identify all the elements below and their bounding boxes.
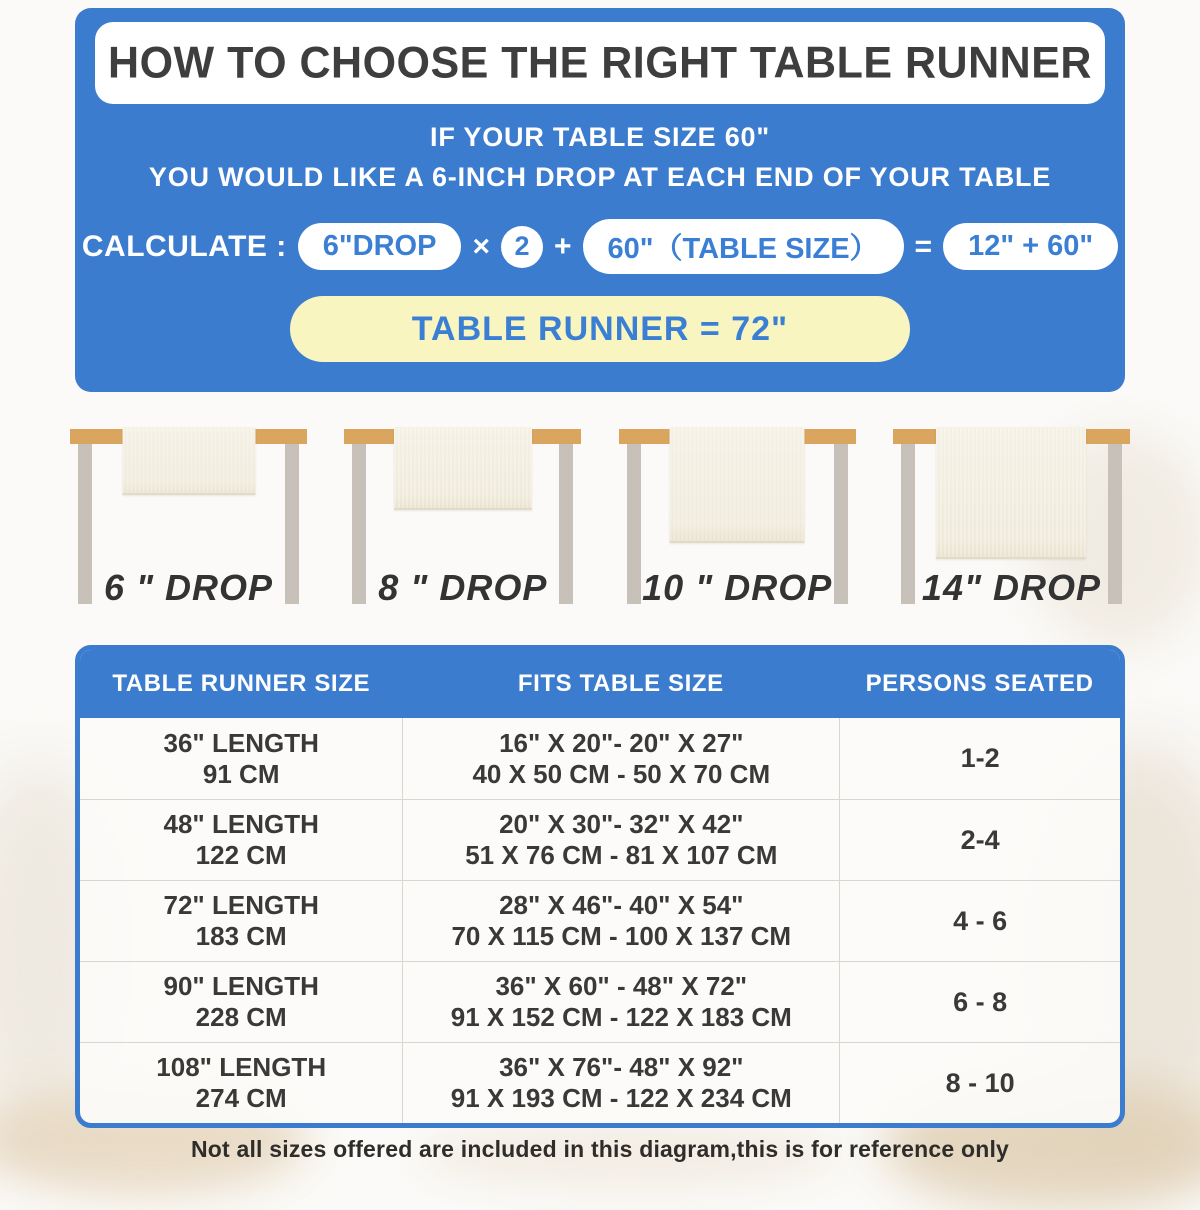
subtitle-line-2: YOU WOULD LIKE A 6-INCH DROP AT EACH END OF YOUR TABLE [148, 162, 1052, 192]
cell-persons: 4 - 6 [839, 881, 1120, 961]
col-header-persons: PERSONS SEATED [865, 670, 1094, 697]
cell-runner-size: 48" LENGTH 122 CM [163, 809, 319, 870]
table-row [80, 718, 1120, 799]
cell-fits-table: 36" X 76"- 48" X 92" 91 X 193 CM - 122 X 234 CM [402, 1043, 839, 1123]
drop-pill: 6"DROP [298, 223, 462, 270]
table-illustration-8in [344, 429, 581, 617]
cell-fits-table: 20" X 30"- 32" X 42" 51 X 76 CM - 81 X 107 CM [402, 800, 839, 880]
cell-persons: 8 - 10 [839, 1043, 1120, 1123]
subtitle-line-1: IF YOUR TABLE SIZE 60" [430, 122, 770, 152]
sum-pill: 12" + 60" [943, 223, 1118, 270]
drop-label: 6 " DROP [103, 567, 274, 608]
drop-label: 14" DROP [921, 567, 1102, 608]
table-illustration-10in [619, 429, 856, 617]
cell-persons: 2-4 [839, 800, 1120, 880]
cell-fits-table: 28" X 46"- 40" X 54" 70 X 115 CM - 100 X 137 CM [402, 881, 839, 961]
cell-persons: 6 - 8 [839, 962, 1120, 1042]
col-header-runner-size: TABLE RUNNER SIZE [112, 670, 371, 697]
cell-runner-size: 72" LENGTH 183 CM [163, 890, 319, 951]
size-chart-header [80, 650, 1120, 718]
table-runner [670, 427, 805, 543]
cell-fits-table: 16" X 20"- 20" X 27" 40 X 50 CM - 50 X 70 CM [402, 718, 839, 799]
table-runner [936, 427, 1086, 559]
drop-label: 10 " DROP [642, 567, 833, 608]
calculate-label: CALCULATE : [81, 229, 287, 263]
col-header-fits-table: FITS TABLE SIZE [517, 670, 724, 697]
cell-persons: 1-2 [839, 718, 1120, 799]
drop-illustrations [70, 429, 1130, 619]
drop-label: 8 " DROP [378, 567, 548, 608]
footnote: Not all sizes offered are included in this diagram,this is for reference only [190, 1136, 1010, 1162]
size-chart [75, 645, 1125, 1128]
table-row [80, 880, 1120, 961]
table-runner [394, 427, 532, 510]
table-illustration-6in [70, 429, 307, 617]
result-pill: TABLE RUNNER = 72" [290, 296, 910, 362]
table-row [80, 799, 1120, 880]
table-row [80, 961, 1120, 1042]
equals-sign: = [914, 229, 933, 263]
cell-runner-size: 108" LENGTH 274 CM [156, 1052, 327, 1113]
table-runner [122, 427, 255, 495]
table-size-pill: 60"（TABLE SIZE） [583, 219, 904, 274]
cell-fits-table: 36" X 60" - 48" X 72" 91 X 152 CM - 122 X 183 CM [402, 962, 839, 1042]
plus-sign: + [553, 229, 572, 263]
cell-runner-size: 90" LENGTH 228 CM [163, 971, 319, 1032]
cell-runner-size: 36" LENGTH 91 CM [163, 727, 319, 789]
multiplier-badge: 2 [501, 226, 543, 268]
page-title: HOW TO CHOOSE THE RIGHT TABLE RUNNER [108, 37, 1092, 88]
table-row [80, 1042, 1120, 1123]
multiply-sign: × [472, 229, 490, 263]
table-illustration-14in [893, 429, 1130, 617]
calculation-row [75, 219, 1125, 274]
title-box [95, 22, 1105, 104]
instruction-panel [75, 8, 1125, 392]
